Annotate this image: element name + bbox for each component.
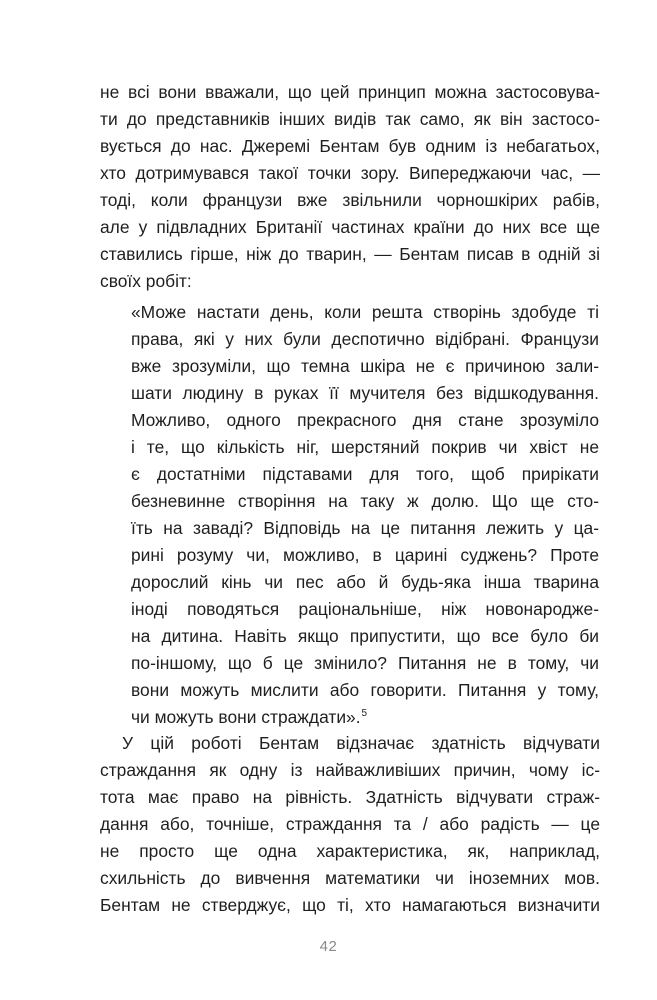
quote-line: рині розуму чи, можливо, в царині суджень? Проте bbox=[131, 545, 599, 565]
paragraph-line: страждання як одну із найважливіших причин, чому іс- bbox=[100, 760, 600, 780]
quote-line: є достатніми підставами для того, щоб прирікати bbox=[131, 464, 599, 484]
quote-line: безневинне створіння на таку ж долю. Що ще сто- bbox=[131, 491, 599, 511]
block-quote bbox=[131, 299, 599, 731]
paragraph-line: вується до нас. Джеремі Бентам був одним із небагатьох, bbox=[100, 136, 600, 156]
quote-line: і те, що кількість ніг, шерстяний покрив чи хвіст не bbox=[131, 437, 599, 457]
quote-line: іноді поводяться раціональніше, ніж новонародже- bbox=[131, 599, 599, 619]
paragraph-line: ти до представників інших видів так само, як він застосо- bbox=[100, 109, 600, 129]
quote-line: на дитина. Навіть якщо припустити, що все було би bbox=[131, 626, 599, 646]
paragraph-1 bbox=[100, 79, 600, 295]
quote-last-line bbox=[131, 704, 599, 731]
quote-line: їть на заваді? Відповідь на це питання лежить у ца- bbox=[131, 518, 599, 538]
quote-line: «Може настати день, коли решта створінь здобуде ті bbox=[131, 302, 599, 322]
quote-line: права, які у них були деспотично відібрані. Французи bbox=[131, 329, 599, 349]
paragraph-line: тота має право на рівність. Здатність відчувати страж- bbox=[100, 787, 600, 807]
quote-line-text: чи можуть вони страждати». bbox=[131, 707, 361, 727]
paragraph-line: хто дотримувався такої точки зору. Випереджаючи час, — bbox=[100, 163, 600, 183]
paragraph-line: дання або, точніше, страждання та / або радість — це bbox=[100, 814, 600, 834]
paragraph-line: але у підвладних Британії частинах країни до них все ще bbox=[100, 217, 600, 237]
paragraph-line: не всі вони вважали, що цей принцип можна застосовува- bbox=[100, 82, 600, 102]
quote-line: дорослий кінь чи пес або й будь-яка інша тварина bbox=[131, 572, 599, 592]
paragraph-line: ставились гірше, ніж до тварин, — Бентам писав в одній зі bbox=[100, 244, 600, 264]
page-number: 42 bbox=[319, 938, 338, 955]
footnote-reference[interactable]: 5 bbox=[361, 708, 368, 720]
paragraph-line: У цій роботі Бентам відзначає здатність відчувати bbox=[122, 733, 600, 753]
paragraph-line: схильність до вивчення математики чи іноземних мов. bbox=[100, 868, 600, 888]
quote-line: шати людину в руках її мучителя без відшкодування. bbox=[131, 383, 599, 403]
quote-line: по-іншому, що б це змінило? Питання не в тому, чи bbox=[131, 653, 599, 673]
paragraph-line: тоді, коли французи вже звільнили чорношкірих рабів, bbox=[100, 190, 600, 210]
paragraph-2 bbox=[100, 730, 600, 919]
paragraph-line: Бентам не стверджує, що ті, хто намагаються визначити bbox=[100, 895, 600, 915]
quote-line: вже зрозуміли, що темна шкіра не є причиною зали- bbox=[131, 356, 599, 376]
paragraph-line: своїх робіт: bbox=[100, 271, 192, 291]
quote-line: вони можуть мислити або говорити. Питання у тому, bbox=[131, 680, 599, 700]
quote-line: Можливо, одного прекрасного дня стане зрозуміло bbox=[131, 410, 599, 430]
paragraph-line: не просто ще одна характеристика, як, наприклад, bbox=[100, 841, 600, 861]
